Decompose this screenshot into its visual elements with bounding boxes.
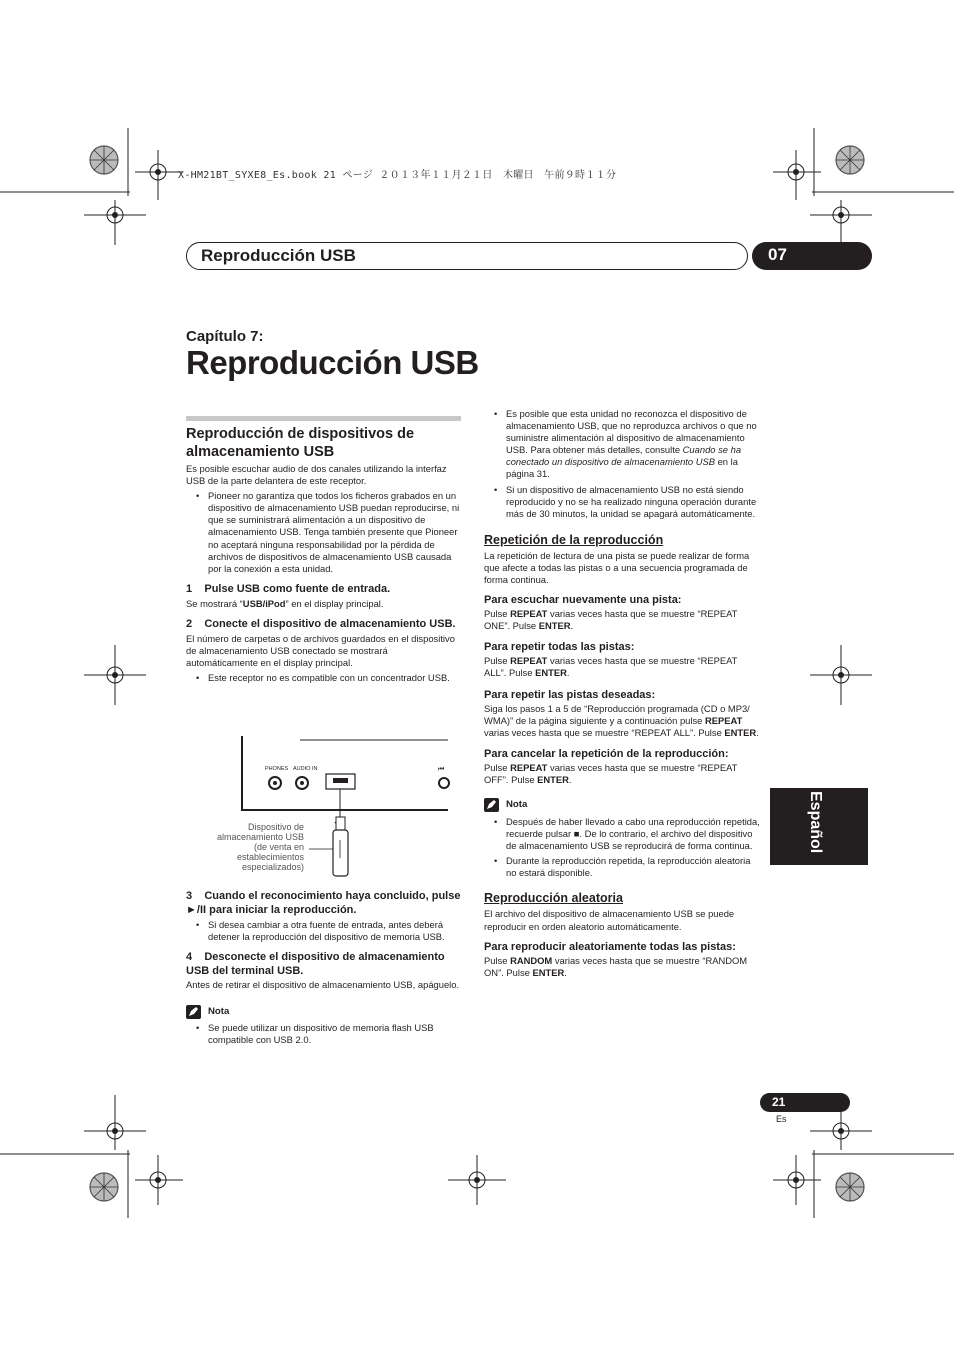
step-text: Desconecte el dispositivo de almacenamiento USB del terminal USB.: [186, 951, 445, 977]
text: varias veces hasta que se muestre “REPEAT ONE”. Pulse: [484, 608, 738, 632]
page-language-code: Es: [776, 1114, 787, 1124]
chapter-number: 07: [768, 245, 787, 264]
note-label: Nota: [208, 1006, 230, 1018]
step-number: 4: [186, 951, 193, 964]
display-text: USB/iPod: [242, 598, 286, 610]
chapter-title: Reproducción USB: [186, 344, 479, 381]
random-intro: El archivo del dispositivo de almacenamiento USB se puede reproducir en orden aleatorio automáticamente.: [484, 908, 735, 932]
repeat-off-body: [484, 762, 760, 786]
button-name: ENTER: [532, 966, 565, 978]
text: Pulse: [484, 761, 511, 773]
section-header: [186, 242, 748, 270]
list-item: • Si desea cambiar a otra fuente de entrada, antes deberá detener la reproducción del dispositivo de memoria USB.: [186, 919, 461, 943]
list-item: • Después de haber llevado a cabo una reproducción repetida, recuerde pulsar ■. De lo contrario, el archivo del dispositivo de almacenamiento USB se reproducirá de forma continua.: [484, 816, 760, 852]
note-heading: [484, 798, 760, 812]
print-slug: X-HM21BT_SYXE8_Es.book 21 ページ ２０１３年１１月２１日 木曜日 午前９時１１分: [178, 170, 617, 181]
step-1-body: [186, 598, 461, 610]
page-number-badge: [760, 1093, 850, 1112]
usb-device-caption: Dispositivo de almacenamiento USB (de venta en establecimientos especializados): [216, 822, 304, 872]
text: Pulse: [484, 608, 511, 620]
random-all-body: [484, 955, 760, 979]
text: varias veces hasta que se muestre “REPEAT ALL”. Pulse: [484, 655, 738, 679]
list-item: • Durante la reproducción repetida, la reproducción aleatoria no estará disponible.: [484, 855, 760, 879]
repeat-selected-body: [484, 703, 760, 739]
button-name: ENTER: [537, 773, 569, 785]
text: .: [564, 966, 567, 978]
repeat-one-body: [484, 608, 760, 632]
button-name: REPEAT: [704, 714, 743, 726]
repeat-selected-title: Para repetir las pistas deseadas:: [484, 688, 656, 701]
text: en la página 31.: [506, 456, 738, 480]
chapter-label: Capítulo 7:: [186, 328, 264, 345]
step-text: para iniciar la reproducción.: [209, 903, 357, 916]
list-item: [484, 408, 760, 481]
button-name: ENTER: [724, 726, 757, 738]
step-number: 1: [186, 582, 193, 595]
text: varias veces hasta que se muestre “RANDOM ON”. Pulse: [484, 954, 748, 978]
text: varias veces hasta que se muestre “REPEAT OFF”. Pulse: [484, 761, 738, 785]
page-number: 21: [772, 1095, 786, 1109]
reference-title: Cuando se ha conectado un dispositivo de almacenamiento USB: [506, 444, 742, 468]
text: Pulse: [484, 954, 511, 966]
step-3-title: [186, 890, 461, 917]
text: Se mostrará “: [186, 598, 243, 610]
button-name: REPEAT: [510, 655, 548, 667]
phones-jack-label: PHONES: [265, 766, 289, 772]
step-text: Conecte el dispositivo de almacenamiento USB.: [204, 618, 456, 631]
play-pause-symbol: ►/II: [186, 903, 207, 916]
step-4-title: [186, 951, 461, 978]
button-name: REPEAT: [510, 608, 548, 620]
intro-text: Es posible escuchar audio de dos canales utilizando la interfaz USB de la parte delantera de este receptor.: [186, 463, 447, 487]
text: ” en el display principal.: [285, 598, 384, 610]
section-heading: Reproducción de dispositivos de almacenamiento USB: [186, 426, 415, 460]
repeat-heading: Repetición de la reproducción: [484, 532, 664, 547]
step-1-title: [186, 583, 461, 597]
list-item: • Este receptor no es compatible con un concentrador USB.: [186, 672, 461, 684]
step-text: Pulse USB como fuente de entrada.: [204, 582, 391, 595]
note-heading: [186, 1005, 461, 1019]
repeat-off-title: Para cancelar la repetición de la reproducción:: [484, 747, 729, 760]
step-text: Cuando el reconocimiento haya concluido, pulse: [204, 890, 461, 902]
repeat-all-body: [484, 655, 760, 679]
svg-text:⏮: ⏮: [438, 765, 445, 773]
repeat-all-title: Para repetir todas las pistas:: [484, 641, 635, 654]
note-icon: [484, 798, 499, 812]
list-item: • Si un dispositivo de almacenamiento USB no está siendo reproducido y no se ha realizado ninguna operación durante más de 30 minutos, la unidad se apagará automáticamente.: [484, 484, 760, 520]
language-tab: [770, 788, 868, 865]
step-number: 3: [186, 890, 193, 902]
button-name: RANDOM: [510, 954, 553, 966]
right-column: [484, 408, 760, 979]
repeat-intro: La repetición de lectura de una pista se puede realizar de forma que afecte a todas las pistas o a una secuencia programada de forma continua.: [484, 549, 750, 586]
random-heading: Reproducción aleatoria: [484, 891, 623, 906]
audio-in-jack-label: AUDIO IN: [293, 766, 318, 772]
step-number: 2: [186, 618, 193, 631]
text: Pulse: [484, 655, 511, 667]
step-2-title: [186, 618, 461, 632]
random-all-title: Para reproducir aleatoriamente todas las pistas:: [484, 940, 736, 953]
section-title: Reproducción USB: [201, 246, 356, 265]
text: Siga los pasos 1 a 5 de “Reproducción programada (CD o MP3/ WMA)” de la página siguiente y a continuación pulse: [484, 702, 750, 726]
step-2-body: El número de carpetas o de archivos guardados en el dispositivo de almacenamiento USB conectado se mostrará automáticamente en el display principal.: [186, 632, 455, 669]
left-column-lower: [186, 890, 461, 1046]
left-column: [186, 425, 461, 684]
text: .: [568, 773, 572, 785]
text: .: [570, 620, 574, 632]
step-4-body: Antes de retirar el dispositivo de almacenamiento USB, apáguelo.: [186, 979, 460, 991]
list-item: • Se puede utilizar un dispositivo de memoria flash USB compatible con USB 2.0.: [186, 1022, 461, 1046]
text: .: [566, 667, 570, 679]
note-label: Nota: [506, 798, 528, 810]
button-name: ENTER: [535, 667, 567, 679]
text: .: [756, 726, 759, 738]
repeat-one-title: Para escuchar nuevamente una pista:: [484, 594, 682, 607]
note-icon: [186, 1005, 201, 1019]
button-name: ENTER: [538, 620, 571, 632]
button-name: REPEAT: [510, 761, 548, 773]
text: Es posible que esta unidad no reconozca el dispositivo de almacenamiento USB, que no reproduzca archivos o que no suministre alimentación al dispositivo de almacenamiento USB. Para obtener más detalles, consulte: [506, 408, 757, 456]
usb-connection-figure: [186, 736, 461, 881]
chapter-number-badge: [752, 242, 872, 270]
language-tab-label: Español: [807, 791, 824, 854]
text: varias veces hasta que se muestre “REPEAT ALL”. Pulse: [484, 726, 725, 738]
section-rule: [186, 416, 461, 421]
list-item: • Pioneer no garantiza que todos los ficheros grabados en un dispositivo de almacenamiento USB puedan reproducirse, ni que se suministrará alimentación a un dispositivo de almacenamiento USB. Tenga también presente que Pioneer no aceptará ninguna responsabilidad por la pérdida de archivos de dispositivos de almacenamiento USB causada por la conexión a esta unidad.: [186, 490, 461, 575]
